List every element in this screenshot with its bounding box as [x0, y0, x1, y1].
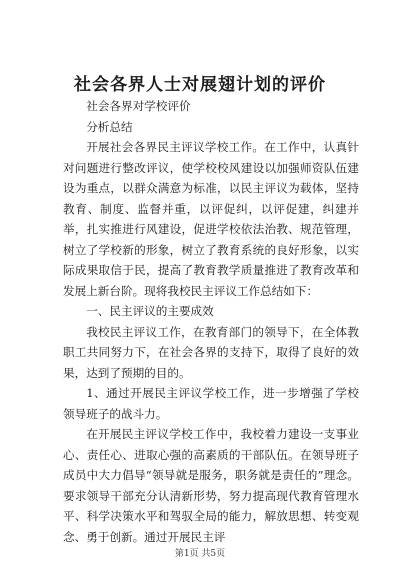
subsection-heading-1: 1、通过开展民主评议学校工作，进一步增强了学校领导班子的战斗力。: [63, 386, 359, 421]
page-number: 第1页 共5页: [174, 549, 226, 559]
paragraph-achievements: 我校民主评议工作，在教育部门的领导下，在全体教职工共同努力下，在社会各界的支持下，取得了良好的效果，达到了预期的目的。: [63, 324, 359, 380]
document-title: 社会各界人士对展翅计划的评价: [74, 75, 326, 95]
paragraph-intro: 开展社会各界民主评议学校工作。在工作中，认真针对问题进行整改评议，使学校校风建设以加强师资队伍建设为重点，以群众满意为标准，以民主评议为载体，坚持教育、制度、监督并重，以评促纠，以评促建，纠建并举，扎实推进行风建设，促进学校依法治教、规范管理，树立了学校新的形象，树立了教育系统的良好形象，以实际成果取信于民，提高了教育教学质量推进了教育改革和发展上新台阶。现将我校民主评议工作总结如下：: [63, 140, 359, 298]
paragraph-leadership: 在开展民主评议学校工作中，我校着力建设一支事业心、责任心、进取心强的高素质的干部队伍。在领导班子成员中大力倡导“领导就是服务，职务就是责任的”理念。要求领导干部充分认清新形势，努力提高现代教育管理水平、科学决策水平和驾驭全局的能力，解放思想、转变观念、勇于创新。通过开展民主评: [63, 427, 359, 544]
paragraph-analysis-heading: 分析总结: [86, 119, 133, 134]
document-body: [63, 96, 359, 547]
section-heading-achievements: 一、民主评议的主要成效: [86, 304, 214, 318]
paragraph-subtitle: 社会各界对学校评价: [86, 99, 191, 113]
